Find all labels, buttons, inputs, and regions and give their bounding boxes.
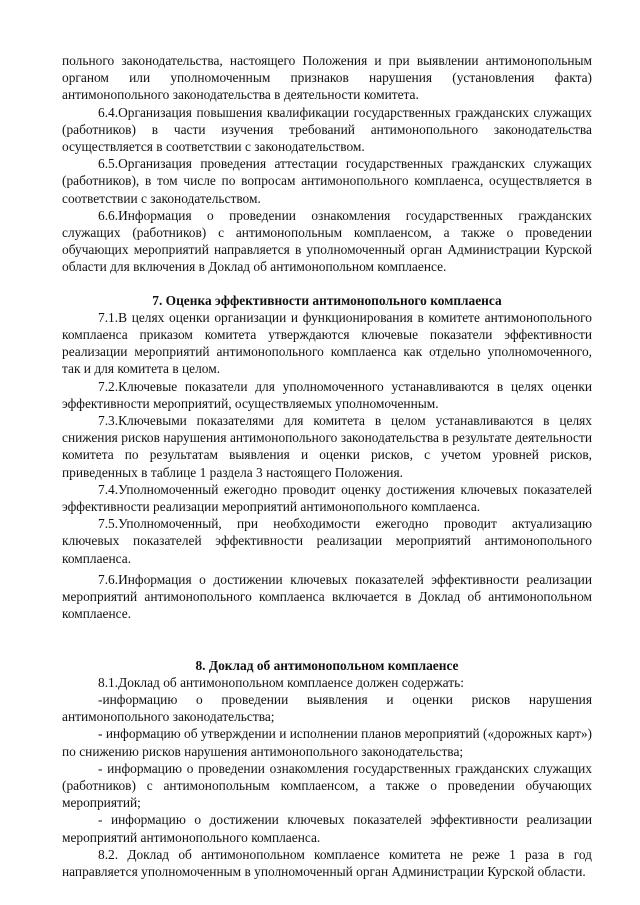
paragraph-6-6: 6.6.Информация о проведении ознакомления государственных гражданских служащих (работников) с антимонопольным комплаенсом, а также о проведении обучающих мероприятий направляется в уполномоченный орган Администрации Курской области для включения в Доклад об антимонопольном комплаенсе.	[62, 207, 592, 275]
list-item-roadmaps: - информацию об утверждении и исполнении планов мероприятий («дорожных карт») по снижению рисков нарушения антимонопольного законодательства;	[62, 726, 592, 759]
list-item-risk-assessment: -информацию о проведении выявления и оценки рисков нарушения антимонопольного законодательства;	[62, 691, 592, 725]
paragraph-7-4: 7.4.Уполномоченный ежегодно проводит оценку достижения ключевых показателей эффективности реализации мероприятий антимонопольного комплаенса.	[62, 481, 592, 515]
paragraph-6-4: 6.4.Организация повышения квалификации государственных гражданских служащих (работников) в части изучения требований антимонопольного законодательства осуществляется в соответствии с законодательством.	[62, 104, 592, 155]
section-7-heading: 7. Оценка эффективности антимонопольного комплаенса	[152, 292, 502, 308]
paragraph-6-3-continuation: польного законодательства, настоящего Положения и при выявлении антимонопольным органом или уполномоченным признаков нарушения (установления факта) антимонопольного законодательства в деятельности комитета.	[62, 53, 592, 103]
paragraph-8-1: 8.1.Доклад об антимонопольном комплаенсе должен содержать:	[98, 674, 464, 690]
list-item-training: - информацию о проведении ознакомления государственных гражданских служащих (работников) с антимонопольным комплаенсом, а также о проведении обучающих мероприятий;	[62, 760, 592, 811]
paragraph-7-3: 7.3.Ключевыми показателями для комитета в целом устанавливаются в целях снижения рисков нарушения антимонопольного законодательства в результате деятельности комитета по результатам выявления и оценки рисков, с учетом уровней рисков, приведенных в таблице 1 раздела 3 настоящего Положения.	[62, 413, 592, 480]
paragraph-7-2: 7.2.Ключевые показатели для уполномоченного устанавливаются в целях оценки эффективности мероприятий, осуществляемых уполномоченным.	[62, 378, 592, 411]
paragraph-6-5: 6.5.Организация проведения аттестации государственных гражданских служащих (работников), в том числе по вопросам антимонопольного комплаенса, осуществляется в соответствии с законодательством.	[62, 156, 592, 206]
paragraph-8-2: 8.2. Доклад об антимонопольном комплаенсе комитета не реже 1 раза в год направляется уполномоченным в уполномоченный орган Администрации Курской области.	[62, 846, 592, 879]
paragraph-7-6: 7.6.Информация о достижении ключевых показателей эффективности реализации мероприятий антимонопольного комплаенса включается в Доклад об антимонопольном комплаенсе.	[62, 571, 592, 622]
document-body	[62, 52, 592, 880]
section-8-heading: 8. Доклад об антимонопольном комплаенсе	[195, 657, 459, 673]
list-item-kpi: - информацию о достижении ключевых показателей эффективности реализации мероприятий антимонопольного комплаенса.	[62, 812, 592, 845]
paragraph-7-5: 7.5.Уполномоченный, при необходимости ежегодно проводит актуализацию ключевых показателей эффективности реализации мероприятий антимонопольного комплаенса.	[62, 516, 592, 566]
paragraph-7-1: 7.1.В целях оценки организации и функционирования в комитете антимонопольного комплаенса приказом комитета утверждаются ключевые показатели эффективности реализации мероприятий антимонопольного комплаенса как отдельно уполномоченного, так и для комитета в целом.	[62, 309, 592, 377]
